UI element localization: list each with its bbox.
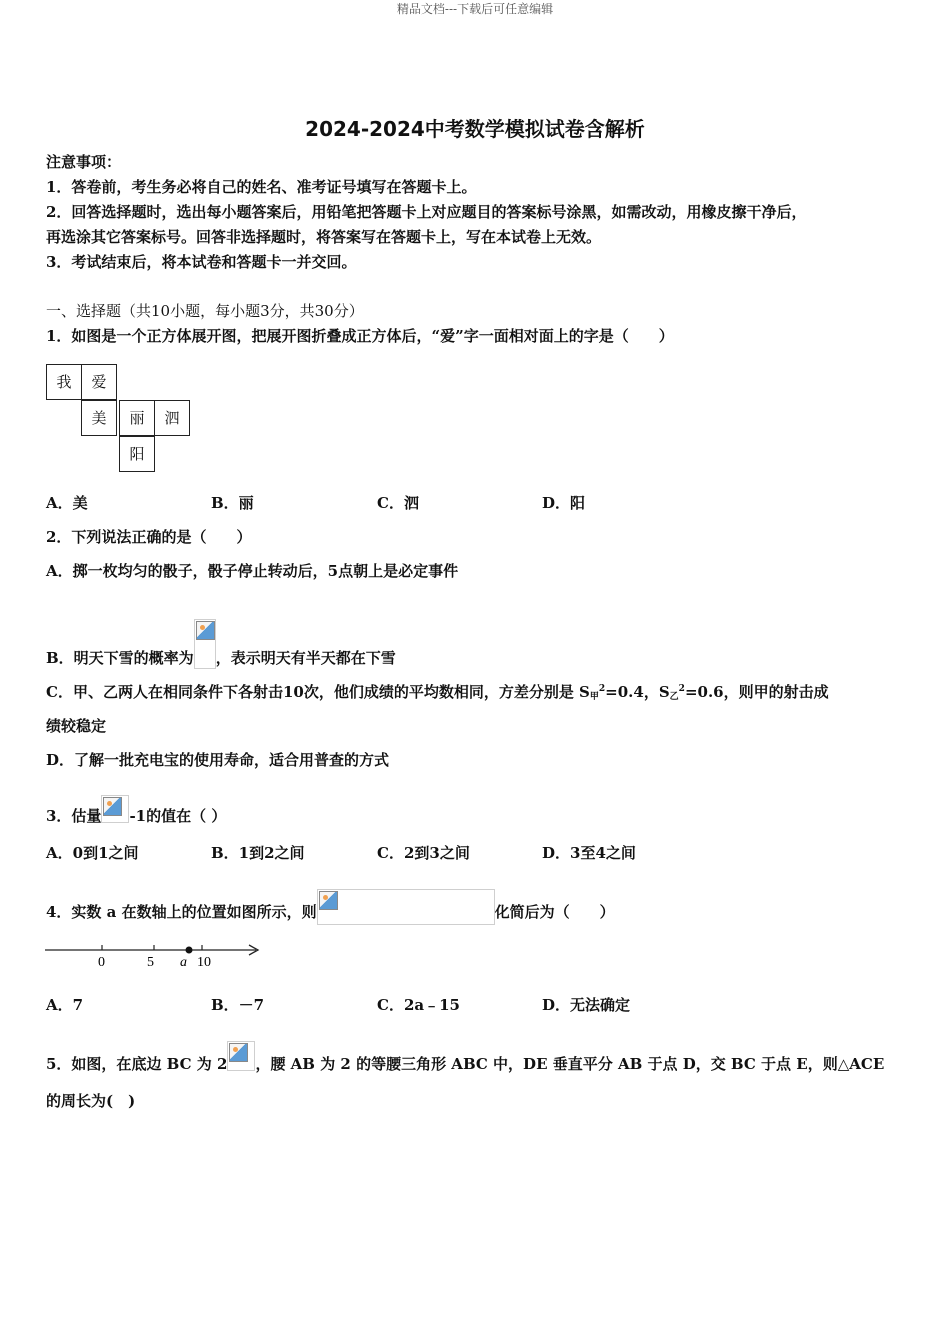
broken-image-icon: [194, 619, 216, 669]
q3-stem: [46, 795, 226, 826]
q2-stem: 2．下列说法正确的是（ ）: [46, 528, 252, 546]
net-cell: 泗: [154, 400, 190, 436]
q1-option-b: B．丽: [211, 494, 254, 512]
q2-option-c: [46, 679, 829, 707]
q4-text-post: 化简后为（ ）: [494, 903, 615, 921]
notice-item-2-cont: 再选涂其它答案标号。回答非选择题时，将答案写在答题卡上，写在本试卷上无效。: [46, 228, 602, 246]
broken-image-icon: [317, 889, 495, 925]
broken-image-icon: [101, 795, 129, 823]
notice-heading: 注意事项：: [46, 153, 122, 171]
q3-text-post: -1的值在（ ）: [129, 807, 227, 825]
page-title: 2024-2024中考数学模拟试卷含解析: [305, 117, 645, 141]
q4-text-pre: 4．实数 a 在数轴上的位置如图所示，则: [46, 903, 317, 921]
q1-stem: 1．如图是一个正方体展开图，把展开图折叠成正方体后，“爱”字一面相对面上的字是（ ）: [46, 327, 674, 345]
label-10: 10: [197, 955, 211, 970]
net-cell: 我: [46, 364, 82, 400]
q2-b-text-post: ，表示明天有半天都在下雪: [215, 649, 396, 667]
q3-option-b: B．1到2之间: [211, 844, 305, 862]
q4-option-d: D．无法确定: [542, 996, 631, 1014]
net-cell: 爱: [81, 364, 117, 400]
q2-c-sup-1: 2: [598, 684, 606, 694]
notice-item-3: 3．考试结束后，将本试卷和答题卡一并交回。: [46, 253, 357, 271]
q2-b-text-pre: B．明天下雪的概率为: [46, 649, 194, 667]
q1-option-a: A．美: [46, 494, 88, 512]
section-heading: 一、选择题（共10小题，每小题3分，共30分）: [46, 302, 364, 320]
q2-c-sub-yi: 乙: [669, 692, 679, 702]
point-a: [186, 947, 193, 954]
q3-option-c: C．2到3之间: [377, 844, 470, 862]
q3-option-a: A．0到1之间: [46, 844, 139, 862]
q1-option-c: C．泗: [377, 494, 419, 512]
q5-text-pre: 5．如图，在底边 BC 为 2: [46, 1055, 228, 1073]
page-header: 精品文档---下载后可任意编辑: [396, 2, 554, 16]
q2-c-text-pre: C．甲、乙两人在相同条件下各射击10次，他们成绩的平均数相同，方差分别是 S: [46, 683, 590, 701]
label-0: 0: [98, 955, 105, 970]
number-line-figure: [44, 938, 264, 972]
q4-option-b: B．－7: [211, 996, 265, 1014]
broken-image-icon: [227, 1041, 255, 1071]
q2-c-text-mid: =0.4，S: [605, 683, 670, 701]
q2-c-sub-jia: 甲: [589, 692, 599, 702]
cube-net-figure: [46, 362, 194, 474]
net-cell: 丽: [119, 400, 155, 436]
q2-c-text-post: =0.6，则甲的射击成: [684, 683, 829, 701]
q4-option-a: A．7: [46, 996, 84, 1014]
q5-stem: [46, 1041, 884, 1074]
notice-item-1: 1．答卷前，考生务必将自己的姓名、准考证号填写在答题卡上。: [46, 178, 477, 196]
q2-option-a: A．掷一枚均匀的骰子，骰子停止转动后，5点朝上是必定事件: [46, 562, 459, 580]
net-cell: 阳: [119, 436, 155, 472]
label-a: a: [180, 955, 187, 970]
q3-option-d: D．3至4之间: [542, 844, 636, 862]
q5-stem-cont: 的周长为( ): [46, 1092, 136, 1110]
notice-item-2: 2．回答选择题时，选出每小题答案后，用铅笔把答题卡上对应题目的答案标号涂黑，如需改动，用橡皮擦干净后，: [46, 203, 807, 221]
q5-text-post: ，腰 AB 为 2 的等腰三角形 ABC 中，DE 垂直平分 AB 于点 D，交 BC 于点 E，则△ACE: [255, 1055, 885, 1073]
q2-option-b: [46, 619, 396, 669]
q2-option-c-cont: 绩较稳定: [46, 717, 107, 735]
q4-option-c: C．2a﹣15: [377, 996, 460, 1014]
net-cell: 美: [81, 400, 117, 436]
q2-c-sup-2: 2: [678, 684, 685, 694]
q1-option-d: D．阳: [542, 494, 586, 512]
q4-stem: [46, 889, 615, 925]
q3-text-pre: 3．估量: [46, 807, 102, 825]
label-5: 5: [147, 955, 154, 970]
q2-option-d: D．了解一批充电宝的使用寿命，适合用普查的方式: [46, 751, 390, 769]
